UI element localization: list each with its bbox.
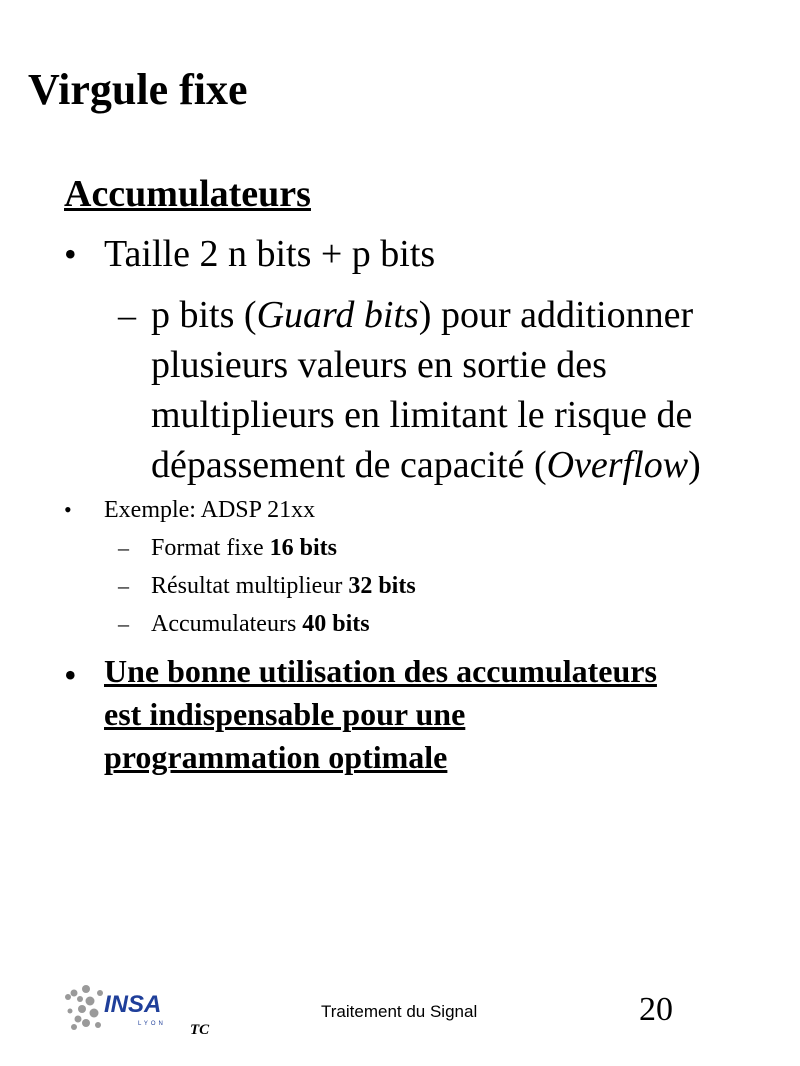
- bullet-marker: •: [64, 497, 72, 522]
- bullet-marker: •: [64, 655, 77, 695]
- example-item-accumulators: Accumulateurs 40 bits: [151, 611, 370, 637]
- conclusion-line-1: Une bonne utilisation des accumulateurs: [104, 653, 657, 689]
- bullet-example: Exemple: ADSP 21xx: [104, 497, 316, 523]
- dash-marker: –: [118, 295, 136, 335]
- guard-bits-paragraph: [151, 290, 701, 490]
- slide-title: Virgule fixe: [28, 65, 248, 114]
- svg-text:LYON: LYON: [138, 1021, 166, 1027]
- section-heading: Accumulateurs: [64, 173, 311, 215]
- guard-bits-line-2: plusieurs valeurs en sortie des: [151, 344, 607, 386]
- guard-bits-line-4: dépassement de capacité (Overflow): [151, 444, 701, 486]
- bullet-marker: •: [64, 234, 77, 274]
- svg-text:INSA: INSA: [104, 991, 162, 1018]
- page-number: 20: [639, 991, 673, 1028]
- conclusion-text: [104, 650, 657, 779]
- example-item-multiplier: Résultat multiplieur 32 bits: [151, 573, 416, 599]
- conclusion-line-3: programmation optimale: [104, 739, 448, 775]
- dash-marker: –: [118, 611, 129, 636]
- bullet-size: Taille 2 n bits + p bits: [104, 233, 436, 275]
- dash-marker: –: [118, 573, 129, 598]
- insa-logo: [60, 975, 190, 1035]
- conclusion-line-2: est indispensable pour une: [104, 696, 466, 732]
- footer-title: Traitement du Signal: [321, 1002, 478, 1021]
- guard-bits-line-3: multiplieurs en limitant le risque de: [151, 394, 693, 436]
- guard-bits-line-1: p bits (Guard bits) pour additionner: [151, 294, 694, 336]
- example-item-format: Format fixe 16 bits: [151, 535, 337, 561]
- dash-marker: –: [118, 535, 129, 560]
- department-label: TC: [190, 1022, 210, 1038]
